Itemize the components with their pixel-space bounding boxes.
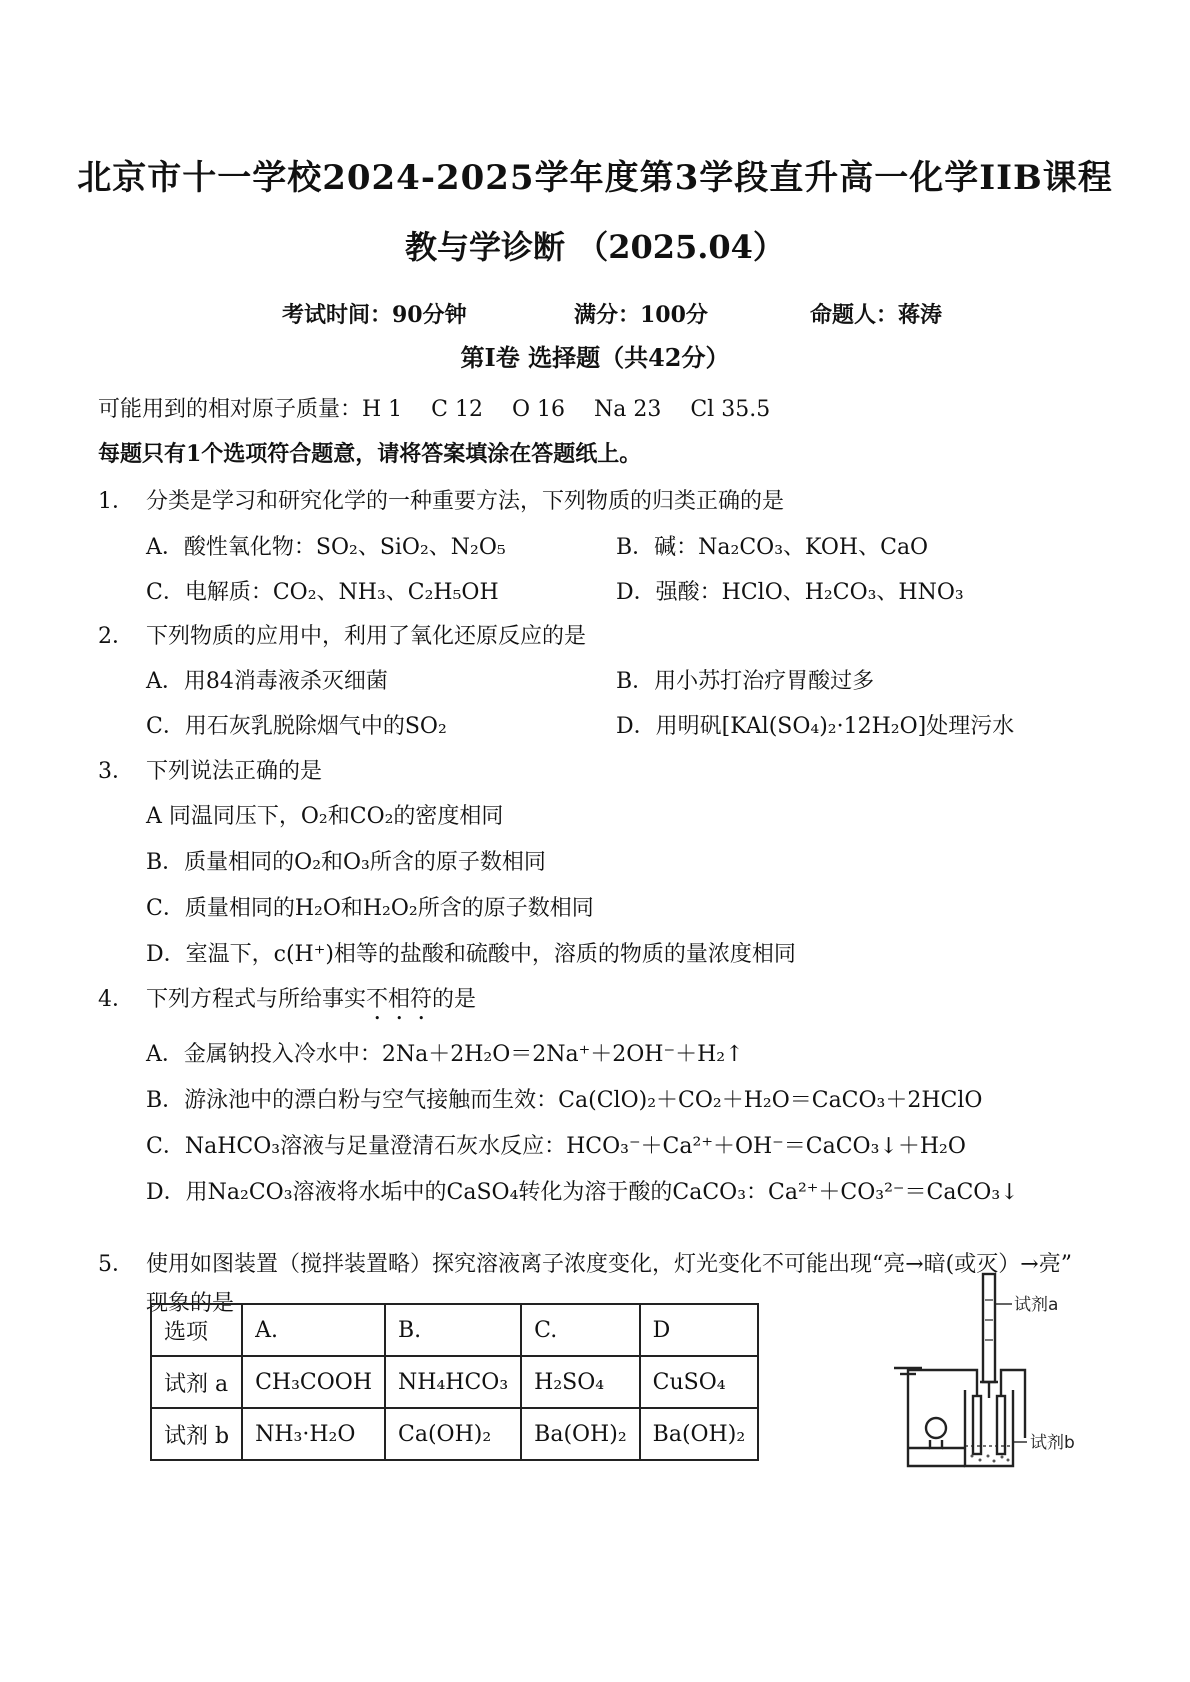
table-cell: A. bbox=[242, 1304, 385, 1356]
table-cell: NH₃·H₂O bbox=[242, 1408, 385, 1460]
option-d: D．强酸：HClO、H₂CO₃、HNO₃ bbox=[616, 580, 964, 605]
question-stem-line2: 现象的是 bbox=[146, 1291, 235, 1316]
atomic-masses: 可能用到的相对原子质量：H 1 C 12 O 16 Na 23 Cl 35.5 bbox=[98, 397, 771, 422]
table-cell: C. bbox=[521, 1304, 640, 1356]
question-stem-emphasis: 不相符 bbox=[366, 987, 433, 1012]
option-b: B．用小苏打治疗胃酸过多 bbox=[616, 669, 875, 694]
reagent-b-label: 试剂b bbox=[1030, 1433, 1075, 1453]
reagent-a-label: 试剂a bbox=[1014, 1295, 1059, 1315]
option-a: A 同温同压下，O₂和CO₂的密度相同 bbox=[146, 804, 504, 829]
instruction: 每题只有1个选项符合题意，请将答案填涂在答题纸上。 bbox=[98, 441, 642, 467]
question-stem bbox=[146, 982, 476, 1025]
option-b: B．质量相同的O₂和O₃所含的原子数相同 bbox=[146, 850, 546, 875]
table-cell: Ca(OH)₂ bbox=[385, 1408, 521, 1460]
option-c: C．质量相同的H₂O和H₂O₂所含的原子数相同 bbox=[146, 896, 594, 921]
table-cell: 选项 bbox=[151, 1304, 242, 1356]
option-c: C．用石灰乳脱除烟气中的SO₂ bbox=[146, 714, 447, 739]
table-cell: 试剂 a bbox=[151, 1356, 242, 1408]
option-d: D．室温下，c(H⁺)相等的盐酸和硫酸中，溶质的物质的量浓度相同 bbox=[146, 942, 796, 967]
table-cell: NH₄HCO₃ bbox=[385, 1356, 521, 1408]
table-cell: B. bbox=[385, 1304, 521, 1356]
option-a: A．酸性氧化物：SO₂、SiO₂、N₂O₅ bbox=[146, 535, 506, 560]
exam-time: 考试时间：90分钟 bbox=[282, 302, 467, 328]
question-stem: 下列物质的应用中，利用了氧化还原反应的是 bbox=[146, 624, 587, 649]
reagent-table bbox=[150, 1303, 759, 1461]
table-cell: H₂SO₄ bbox=[521, 1356, 640, 1408]
table-row bbox=[151, 1408, 758, 1460]
option-c: C．电解质：CO₂、NH₃、C₂H₅OH bbox=[146, 580, 499, 605]
option-a: A．用84消毒液杀灭细菌 bbox=[146, 669, 388, 694]
table-cell: Ba(OH)₂ bbox=[640, 1408, 759, 1460]
burette-icon bbox=[983, 1274, 995, 1382]
question-stem-post: 的是 bbox=[432, 987, 477, 1012]
question-stem-pre: 下列方程式与所给事实 bbox=[146, 987, 367, 1012]
option-b: B．游泳池中的漂白粉与空气接触而生效：Ca(ClO)₂＋CO₂＋H₂O＝CaCO₃＋2HClO bbox=[146, 1088, 983, 1113]
question-stem: 使用如图装置（搅拌装置略）探究溶液离子浓度变化，灯光变化不可能出现“亮→暗(或灭）→亮” bbox=[146, 1252, 1072, 1277]
table-cell: Ba(OH)₂ bbox=[521, 1408, 640, 1460]
option-d: D．用Na₂CO₃溶液将水垢中的CaSO₄转化为溶于酸的CaCO₃：Ca²⁺＋CO₃²⁻＝CaCO₃↓ bbox=[146, 1180, 1019, 1205]
table-row bbox=[151, 1304, 758, 1356]
section-title: 第I卷 选择题（共42分） bbox=[460, 343, 730, 372]
question-number: 3． bbox=[98, 759, 134, 784]
full-score: 满分：100分 bbox=[574, 302, 708, 328]
author: 命题人：蒋涛 bbox=[810, 302, 943, 328]
question-number: 2． bbox=[98, 624, 134, 649]
apparatus-diagram bbox=[880, 1270, 1090, 1470]
exam-title-line2: 教与学诊断 （2025.04） bbox=[405, 228, 785, 266]
table-cell: D bbox=[640, 1304, 759, 1356]
table-cell: 试剂 b bbox=[151, 1408, 242, 1460]
light-bulb-icon bbox=[926, 1418, 946, 1438]
table-cell: CuSO₄ bbox=[640, 1356, 759, 1408]
question-number: 1． bbox=[98, 489, 134, 514]
question-number: 5． bbox=[98, 1252, 134, 1277]
option-c: C．NaHCO₃溶液与足量澄清石灰水反应：HCO₃⁻＋Ca²⁺＋OH⁻＝CaCO₃↓＋H₂O bbox=[146, 1134, 966, 1159]
question-number: 4． bbox=[98, 987, 134, 1012]
question-stem: 下列说法正确的是 bbox=[146, 759, 323, 784]
exam-title-line1: 北京市十一学校2024-2025学年度第3学段直升高一化学IIB课程 bbox=[77, 158, 1113, 198]
option-b: B．碱：Na₂CO₃、KOH、CaO bbox=[616, 535, 929, 560]
option-d: D．用明矾[KAl(SO₄)₂·12H₂O]处理污水 bbox=[616, 714, 1015, 739]
option-a: A．金属钠投入冷水中：2Na＋2H₂O＝2Na⁺＋2OH⁻＋H₂↑ bbox=[146, 1042, 744, 1067]
table-row bbox=[151, 1356, 758, 1408]
table-cell: CH₃COOH bbox=[242, 1356, 385, 1408]
question-stem: 分类是学习和研究化学的一种重要方法，下列物质的归类正确的是 bbox=[146, 489, 785, 514]
